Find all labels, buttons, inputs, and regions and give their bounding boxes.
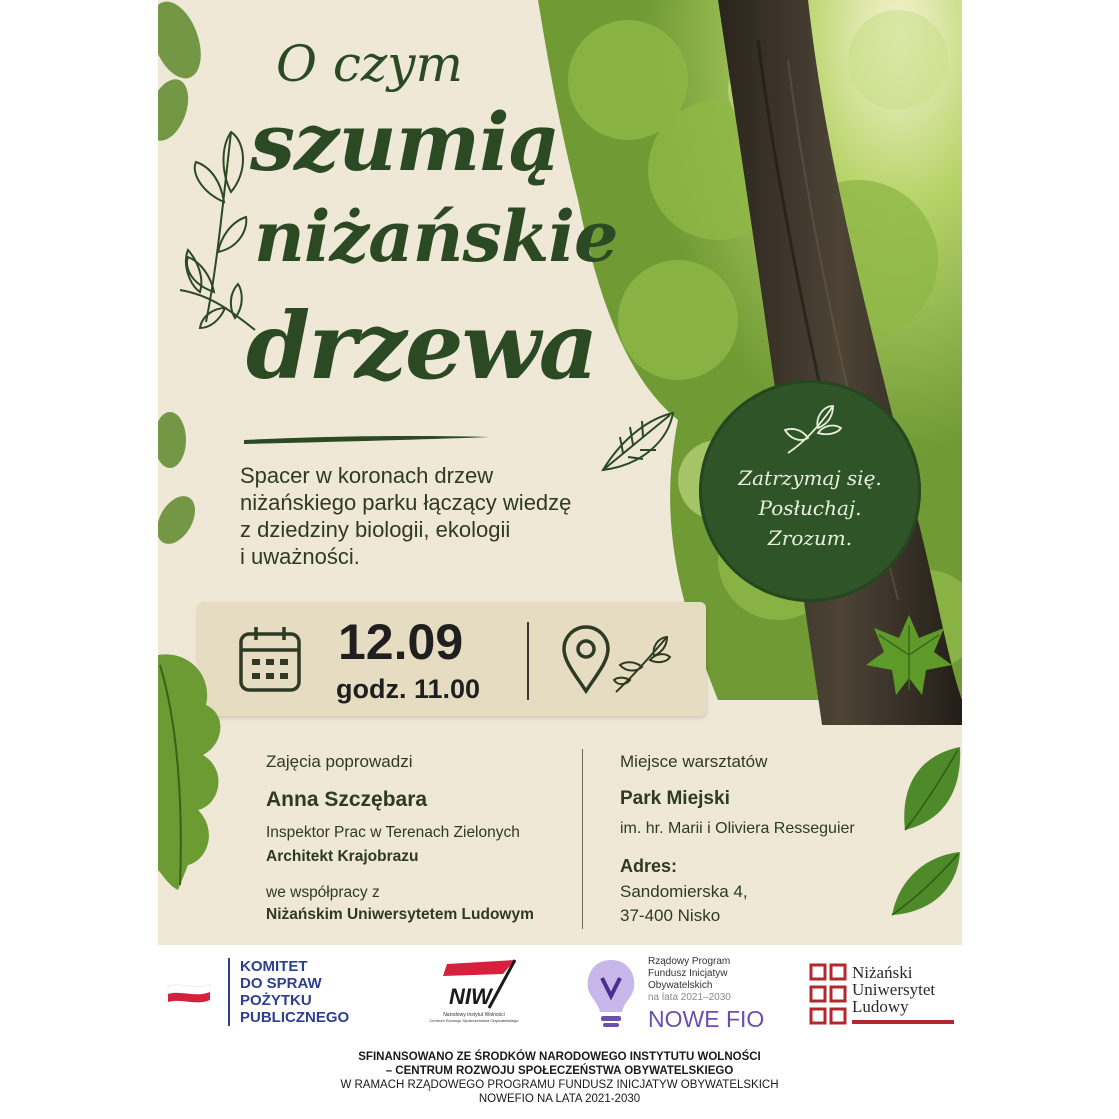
address-line: 37-400 Nisko [620, 906, 721, 925]
nul-emblem-icon [808, 962, 848, 1028]
description-line: z dziedziny biologii, ekologii [240, 517, 511, 542]
fio-line: na lata 2021–2030 [648, 992, 731, 1003]
venue-sub: im. hr. Marii i Oliviera Resseguier [620, 820, 855, 837]
coop-org: Niżańskim Uniwersytetem Ludowym [266, 906, 534, 923]
badge-line: Zrozum. [767, 526, 853, 550]
title-line-4: drzewa [246, 292, 597, 400]
calendar-icon [238, 624, 302, 694]
column-divider [582, 749, 583, 929]
komitet-logo [228, 958, 349, 1026]
komitet-line: POŻYTKU [240, 992, 312, 1009]
funding-line: – CENTRUM ROZWOJU SPOŁECZEŃSTWA OBYWATELSKIEGO [385, 1065, 734, 1077]
title-line-2: szumią [250, 95, 560, 189]
leader-heading: Zajęcia poprowadzi [266, 752, 413, 771]
niw-caption: Centrum Rozwoju Społeczeństwa Obywatelskiego [429, 1018, 519, 1023]
funding-line: W RAMACH RZĄDOWEGO PROGRAMU FUNDUSZ INICJATYW OBYWATELSKICH [340, 1079, 779, 1091]
title-underline [242, 432, 492, 446]
leader-name: Anna Szczębara [266, 788, 428, 811]
event-time: godz. 11.00 [336, 674, 481, 704]
fio-logo-text [648, 956, 731, 1004]
sprig-icon [773, 398, 843, 458]
nul-line: Uniwersytet [852, 980, 936, 999]
sprig-icon [612, 632, 672, 696]
location-pin-icon [560, 625, 612, 695]
komitet-line: PUBLICZNEGO [240, 1009, 350, 1026]
description-line: i uważności. [240, 544, 360, 569]
venue-name: Park Miejski [620, 788, 730, 809]
funding-note [0, 1050, 1119, 1106]
nul-line: Niżański [852, 963, 913, 982]
title-line-3: niżańskie [254, 195, 618, 278]
poster [158, 0, 962, 945]
leaf-icon [890, 850, 962, 920]
komitet-line: DO SPRAW [240, 975, 322, 992]
badge-line: Zatrzymaj się. [738, 466, 882, 490]
nul-line: Ludowy [852, 997, 909, 1016]
niw-letters: NIW [449, 984, 492, 1009]
badge-line: Posłuchaj. [758, 496, 862, 520]
lightbulb-icon [582, 956, 640, 1030]
venue-heading: Miejsce warsztatów [620, 752, 768, 771]
niw-caption: Narodowy Instytut Wolności [443, 1012, 505, 1018]
title-line-1: O czym [276, 35, 463, 93]
description-line: niżańskiego parku łączący wiedzę [240, 490, 572, 515]
maple-leaf-icon [864, 610, 954, 700]
slogan-badge [699, 380, 921, 602]
fio-line: Obywatelskich [648, 980, 713, 991]
funding-line: SFINANSOWANO ZE ŚRODKÓW NARODOWEGO INSTYTUTU WOLNOŚCI [358, 1051, 761, 1063]
leaf-icon [900, 745, 962, 835]
nul-logo-text [852, 964, 935, 1015]
fio-line: Fundusz Inicjatyw [648, 968, 728, 979]
ribbon-divider [527, 622, 529, 700]
description-line: Spacer w koronach drzew [240, 463, 494, 488]
address-label: Adres: [620, 856, 678, 876]
polish-flag-icon [166, 980, 212, 1006]
address-line: Sandomierska 4, [620, 882, 748, 901]
sprig-icon [170, 240, 260, 340]
event-date: 12.09 [338, 614, 464, 670]
niw-logo [417, 956, 531, 1023]
description [240, 462, 640, 570]
fio-line: Rządowy Program [648, 956, 731, 967]
niw-mark-icon [417, 956, 531, 1012]
oak-leaf-icon [158, 645, 238, 895]
fio-logo-name: NOWE FIO [648, 1006, 765, 1032]
funding-line: NOWEFIO NA LATA 2021-2030 [478, 1093, 641, 1105]
leader-role: Architekt Krajobrazu [266, 848, 419, 865]
leader-role: Inspektor Prac w Terenach Zielonych [266, 824, 520, 841]
coop-label: we współpracy z [266, 884, 380, 901]
nul-underline [852, 1020, 954, 1024]
komitet-line: KOMITET [240, 958, 308, 975]
